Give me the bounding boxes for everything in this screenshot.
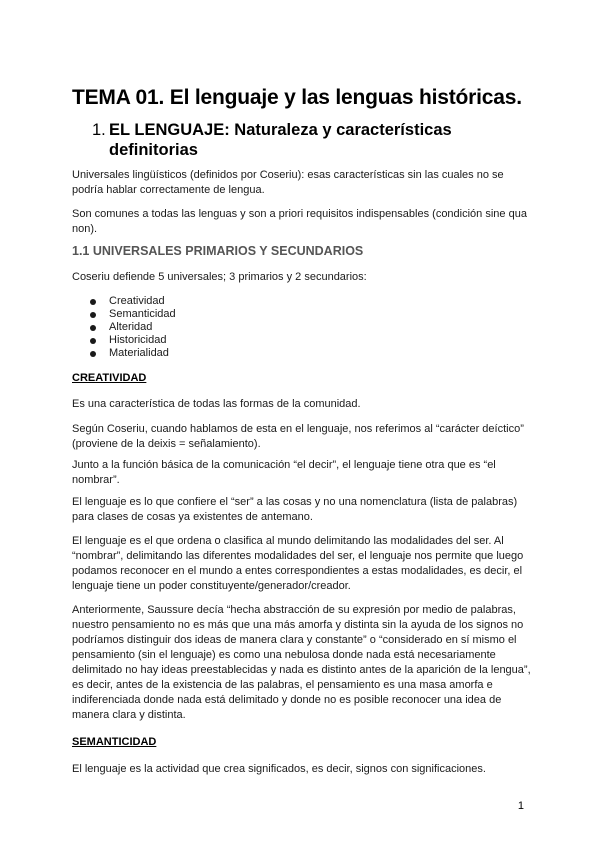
- section-creatividad: CREATIVIDAD: [72, 372, 147, 384]
- page-number: 1: [517, 800, 524, 812]
- bullet-icon: [90, 312, 96, 318]
- paragraph-p4: Es una característica de todas las formas de la comunidad.: [72, 398, 361, 410]
- section-number: 1.: [92, 121, 106, 139]
- section-heading-text: EL LENGUAJE: Naturaleza y características definitorias: [109, 121, 452, 159]
- paragraph-p9: Anteriormente, Saussure decía “hecha abstracción de su expresión por medio de palabras, nuestro pensamiento no es más que una más amorfa y distinta sin la ayuda de los signos no podríamos distinguir dos ideas de manera clara y constante” o “considerado en sí mismo el pensamiento (sin el lenguaje) es como una nebulosa donde nada está necesariamente delimitado no hay ideas preestablecidas y nada es distinto antes de la aparición de la lengua”, es decir, antes de la existencia de las palabras, el pensamiento es una masa amorfa e indiferenciada donde nada está delimitado y donde no es posible reconocer una idea de manera clara y distinta.: [72, 604, 531, 721]
- bullet-icon: [90, 338, 96, 344]
- bullet-icon: [90, 325, 96, 331]
- paragraph-p8: El lenguaje es el que ordena o clasifica al mundo delimitando las modalidades del ser. Al “nombrar”, delimitando las diferentes modalidades del ser, el lenguaje nos permite que luego podamos reconocer en el mundo a entes correspondientes a estas modalidades, es decir, el lenguaje tiene un poder constituyente/generador/creador.: [72, 535, 524, 592]
- paragraph-p6: Junto a la función básica de la comunicación “el decir”, el lenguaje tiene otra que es “el nombrar”.: [72, 459, 496, 486]
- paragraph-p10: El lenguaje es la actividad que crea significados, es decir, signos con significaciones.: [72, 763, 486, 775]
- document-title: TEMA 01. El lenguaje y las lenguas históricas.: [72, 86, 522, 109]
- universales-list: [90, 295, 176, 360]
- paragraph-p5: Según Coseriu, cuando hablamos de esta en el lenguaje, nos referimos al “carácter deíctico” (proviene de la deixis = señalamiento).: [72, 423, 524, 450]
- paragraph-p7: El lenguaje es lo que confiere el “ser” a las cosas y no una nomenclatura (lista de palabras) para clases de cosas ya existentes de antemano.: [72, 496, 518, 523]
- paragraph-comunes: Son comunes a todas las lenguas y son a priori requisitos indispensables (condición sine qua non).: [72, 208, 527, 235]
- paragraph-coseriu: Coseriu defiende 5 universales; 3 primarios y 2 secundarios:: [72, 271, 367, 283]
- bullet-icon: [90, 299, 96, 305]
- section-semanticidad: SEMANTICIDAD: [72, 736, 157, 748]
- list-item: Semanticidad: [90, 308, 176, 321]
- list-item: Historicidad: [90, 334, 176, 347]
- section-heading-1: [92, 120, 512, 160]
- subsection-heading: 1.1 UNIVERSALES PRIMARIOS Y SECUNDARIOS: [72, 244, 364, 258]
- list-item: Materialidad: [90, 347, 176, 360]
- bullet-icon: [90, 351, 96, 357]
- paragraph-universales: Universales lingüísticos (definidos por Coseriu): esas características sin las cuales no se podría hablar correctamente de lengua.: [72, 169, 504, 196]
- list-item: Alteridad: [90, 321, 176, 334]
- list-item: Creatividad: [90, 295, 176, 308]
